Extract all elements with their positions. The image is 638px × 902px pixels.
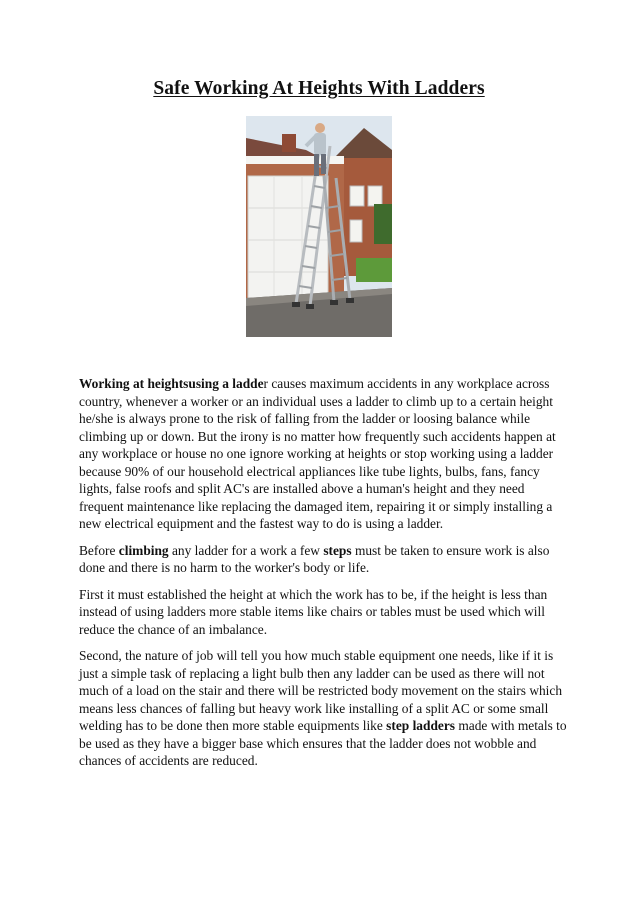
- article-body: [79, 375, 567, 779]
- paragraph-4: [79, 647, 567, 770]
- paragraph-4-bold-step-ladders: step ladders: [386, 718, 455, 733]
- paragraph-4-part1: Second, the nature of job will tell you how much stable equipment one needs, like if it is just a simple task of replacing a light bulb then any ladder can be used as there will not much of a load on the stair and there will be restricted body movement on the stairs which means less chances of falling but heavy work like installing of a split AC or some small welding has to be done then more stable equipments like: [79, 648, 563, 733]
- paragraph-2-part2: any ladder for a work a few: [168, 542, 324, 558]
- document-title: Safe Working At Heights With Ladders: [153, 78, 485, 99]
- paragraph-3: [79, 586, 567, 639]
- paragraph-1: [79, 375, 567, 533]
- paragraph-1-text: r causes maximum accidents in any workplace across country, whenever a worker or an individual uses a ladder to climb up to a certain height he/she is always prone to the risk of falling from the ladder or loosing balance while climbing up or down. But the irony is no matter how frequently such accidents happen at any workplace or house no one ignore working at heights or stop working using a ladder because 90% of our household electrical appliances like tube lights, bulbs, fans, fancy lights, false roofs and split AC's are installed above a human's height and they need frequent maintenance like replacing the damaged item, repairing it or simply installing a new electrical equipment and the fastest way to do is using a ladder.: [79, 376, 556, 531]
- ladder-photo: [246, 116, 392, 337]
- paragraph-2-part3: must be taken to ensure work is also done and there is no harm to the worker's body or life.: [79, 542, 550, 575]
- paragraph-2-bold-climbing: climbing: [118, 542, 169, 558]
- paragraph-3-text: First it must established the height at which the work has to be, if the height is less than instead of using ladders more stable items like chairs or tables must be used which will reduce the chance of an imbalance.: [79, 586, 548, 637]
- paragraph-1-bold-lead: Working at heightsusing a ladde: [79, 376, 264, 391]
- paragraph-2: [79, 542, 567, 577]
- paragraph-4-part2: made with metals to be used as they have a bigger base which ensures that the ladder does not wobble and chances of accidents are reduced.: [79, 718, 567, 768]
- paragraph-2-bold-steps: steps: [323, 542, 352, 558]
- paragraph-2-part1: Before: [79, 542, 119, 558]
